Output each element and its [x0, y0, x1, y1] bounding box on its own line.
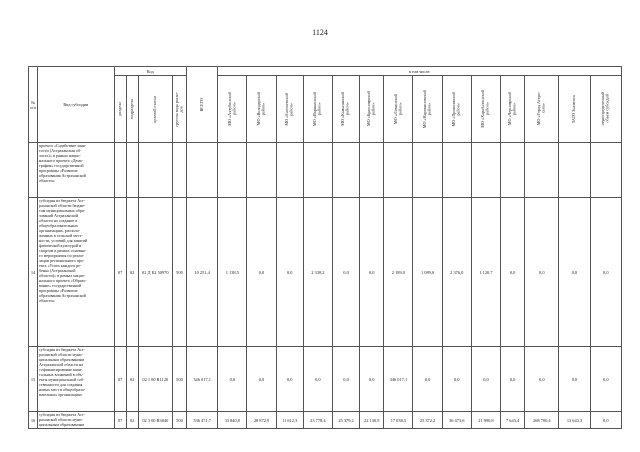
cell [559, 143, 590, 198]
cell: 21 990,8 [471, 412, 500, 429]
table-row [29, 347, 622, 412]
col-header: МО «Ахтубинский район» [218, 76, 247, 143]
row-num: 16 [29, 412, 38, 429]
cell: 1 120,7 [471, 198, 500, 347]
cell: 0,0 [525, 347, 559, 412]
cell: 17 038,5 [384, 412, 413, 429]
cell: 02 [126, 347, 138, 412]
row-num: 14 [29, 198, 38, 347]
cell: 25 379,2 [332, 412, 359, 429]
row-description: субсидия из бюджета Аст- раханской области муни- ципальным образованиям [38, 412, 115, 429]
cell: 0,0 [525, 198, 559, 347]
col-header: МО «Володарский район» [247, 76, 276, 143]
cell [413, 143, 442, 198]
col-header: ЗАТО Знаменск [559, 76, 590, 143]
cell: 0,0 [247, 198, 276, 347]
cell [360, 143, 384, 198]
cell: 0,0 [442, 347, 471, 412]
row-description: проекта «Содействие заня- тости (Астраханская об- ласть)» в рамках нацио- нального проекта «Демо- графия» государственной программы «Развитие образования Астраханской области» [38, 143, 115, 198]
cell: 02 [126, 412, 138, 429]
cell: 500 [172, 347, 186, 412]
table-row [29, 198, 622, 347]
cell: 2 376,0 [442, 198, 471, 347]
col-header: МО «Черноярский район» [501, 76, 525, 143]
cell: 07 [114, 412, 126, 429]
cell [442, 143, 471, 198]
cell [303, 143, 332, 198]
cell [138, 143, 172, 198]
cell: 0,0 [332, 198, 359, 347]
cell [471, 143, 500, 198]
col-header: МО «Енотаевский район» [276, 76, 303, 143]
cell: 0,0 [332, 347, 359, 412]
cell: 02 3 00 R3040 [138, 412, 172, 429]
row-description: субсидия из бюджета Аст- раханской области муни- ципальным образованиям Астраханской области на софинансирование капи- тальных вложений в объ- екты муниципальной соб- ственности для создания новых мест в общеобразо- вательных организациях [38, 347, 115, 412]
row-num [29, 143, 38, 198]
col-header: раздела [114, 76, 126, 143]
subsidy-table [28, 66, 622, 429]
cell: 02 [126, 198, 138, 347]
cell: 0,0 [590, 198, 621, 347]
cell: 28 872,9 [247, 412, 276, 429]
cell: 0,0 [303, 347, 332, 412]
col-header: МО «Харабалинский район» [471, 76, 500, 143]
cell: 2 338,2 [303, 198, 332, 347]
cell [172, 143, 186, 198]
cell: 0,0 [501, 347, 525, 412]
table-row [29, 143, 622, 198]
cell [276, 143, 303, 198]
cell: 23 778,4 [303, 412, 332, 429]
header-code: Код [114, 67, 186, 76]
cell: 02 1 00 R1120 [138, 347, 172, 412]
cell: 500 [172, 198, 186, 347]
cell: 10 251,4 [187, 198, 218, 347]
cell [114, 143, 126, 198]
cell [126, 143, 138, 198]
cell: 536 471,7 [187, 412, 218, 429]
cell [590, 143, 621, 198]
cell: 25 372,2 [413, 412, 442, 429]
cell: 07 [114, 198, 126, 347]
page-number: 1124 [312, 28, 328, 37]
col-header: подраздела [126, 76, 138, 143]
cell: 0,0 [218, 347, 247, 412]
col-header: целевой статьи [138, 76, 172, 143]
header-row-top [29, 67, 622, 76]
header-row-columns [29, 76, 622, 143]
cell [525, 143, 559, 198]
col-header: МО «Лиманский район» [384, 76, 413, 143]
cell: 0,0 [413, 347, 442, 412]
table-row [29, 412, 622, 429]
cell: 33 840,0 [218, 412, 247, 429]
cell: 22 130,9 [360, 412, 384, 429]
cell: 0,0 [501, 198, 525, 347]
cell: 0,0 [276, 198, 303, 347]
cell [218, 143, 247, 198]
cell: 0,0 [559, 198, 590, 347]
col-header: МО «Красноярский район» [360, 76, 384, 143]
cell: 1 089,0 [413, 198, 442, 347]
cell: 0,0 [590, 347, 621, 412]
cell: 1 138,5 [218, 198, 247, 347]
cell [187, 143, 218, 198]
cell: 7 643,4 [501, 412, 525, 429]
cell: 2 189,0 [384, 198, 413, 347]
col-header: МО «Наримановский район» [413, 76, 442, 143]
header-num: № п/п [29, 67, 38, 143]
col-header: группы вида расхо- дов [172, 76, 186, 143]
cell: 36 473,6 [442, 412, 471, 429]
cell: 268 700,4 [525, 412, 559, 429]
cell: 07 [114, 347, 126, 412]
row-description: субсидия из бюджета Аст- раханской области бюдже- там муниципальных обра- зований Астраханской области на создание в общеобразовательных организациях, располо- женных в сельской мест- ности, условий для занятий физической культурой и спортом в рамках основно- го мероприятия по реали- зации регионального про- екта «Успех каждого ре- бенка (Астраханской области)» в рамках нацио- нального проекта «Образо- вание» государственной программы «Развитие образования Астраханской области» [38, 198, 115, 347]
cell: 0,0 [590, 412, 621, 429]
cell: 500 [172, 412, 186, 429]
header-including: в том числе: [218, 67, 622, 76]
cell: 0,0 [471, 347, 500, 412]
col-header: МО «Приволжский район» [442, 76, 471, 143]
col-header: нераспределенный объем субсидий [590, 76, 621, 143]
header-total: ВСЕГО [187, 67, 218, 143]
cell: 13 643,3 [559, 412, 590, 429]
cell: 0,0 [247, 347, 276, 412]
cell [247, 143, 276, 198]
col-header: МО «Камызякский район» [332, 76, 359, 143]
row-num: 15 [29, 347, 38, 412]
header-name: Вид субсидии [38, 67, 115, 143]
cell: 02 Д Е2 50970 [138, 198, 172, 347]
cell: 346 017,1 [384, 347, 413, 412]
cell: 0,0 [559, 347, 590, 412]
col-header: МО «Икрянинский район» [303, 76, 332, 143]
cell [332, 143, 359, 198]
cell: 0,0 [276, 347, 303, 412]
cell: 346 017,1 [187, 347, 218, 412]
cell: 0,0 [360, 198, 384, 347]
cell [384, 143, 413, 198]
cell: 0,0 [360, 347, 384, 412]
cell: 11 612,3 [276, 412, 303, 429]
col-header: МО «Город Астра- хань» [525, 76, 559, 143]
cell [501, 143, 525, 198]
